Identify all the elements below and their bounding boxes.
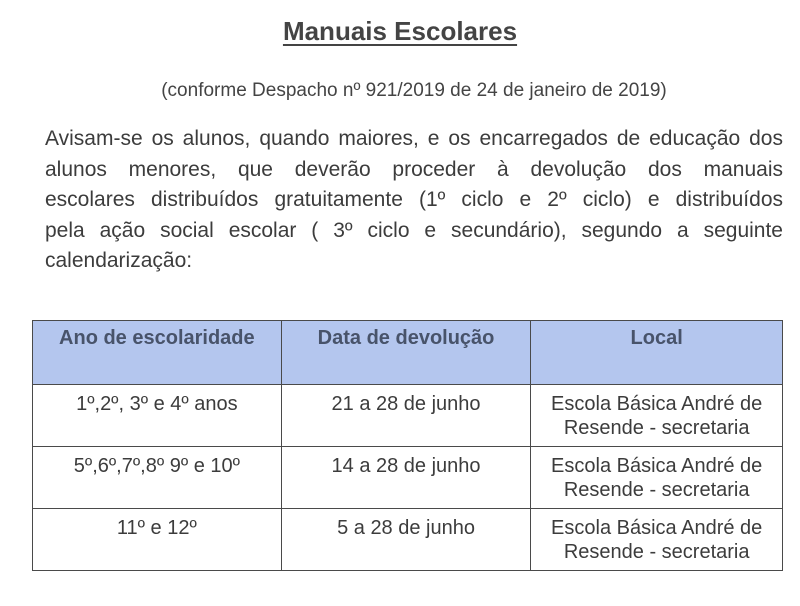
header-ano-de-escolaridade: Ano de escolaridade <box>33 321 282 385</box>
cell-local-line2: Resende - secretaria <box>563 417 750 439</box>
notice-paragraph <box>45 124 783 277</box>
paragraph-line: pela ação social escolar ( 3º ciclo e secundário), segundo a seguinte <box>45 218 783 242</box>
table-row <box>33 509 783 571</box>
document-title-text: Manuais Escolares <box>282 16 518 46</box>
table-row <box>33 447 783 509</box>
cell-local-line2: Resende - secretaria <box>563 479 750 501</box>
cell-local <box>531 509 783 571</box>
paragraph-line: escolares distribuídos gratuitamente (1º ciclo e 2º ciclo) e distribuídos <box>45 188 783 211</box>
return-schedule-table <box>32 320 783 571</box>
paragraph-line: Avisam-se os alunos, quando maiores, e os encarregados de educação dos <box>45 127 783 150</box>
cell-ano: 11º e 12º <box>33 509 282 571</box>
cell-data: 5 a 28 de junho <box>281 509 531 571</box>
cell-local-line1: Escola Básica André de <box>551 393 763 415</box>
cell-ano: 5º,6º,7º,8º 9º e 10º <box>33 447 282 509</box>
cell-ano: 1º,2º, 3º e 4º anos <box>33 385 282 447</box>
paragraph-line: alunos menores, que deverão proceder à devolução dos manuais <box>45 157 783 181</box>
header-local: Local <box>531 321 783 385</box>
cell-local-line1: Escola Básica André de <box>551 455 763 477</box>
table-row <box>33 385 783 447</box>
cell-local <box>531 447 783 509</box>
table-header-row <box>33 321 783 385</box>
header-data-de-devolucao: Data de devolução <box>281 321 531 385</box>
cell-local-line1: Escola Básica André de <box>551 517 763 539</box>
cell-local <box>531 385 783 447</box>
cell-local-line2: Resende - secretaria <box>563 541 750 563</box>
document-subtitle: (conforme Despacho nº 921/2019 de 24 de janeiro de 2019) <box>161 80 667 101</box>
cell-data: 21 a 28 de junho <box>281 385 531 447</box>
cell-data: 14 a 28 de junho <box>281 447 531 509</box>
paragraph-line: calendarização: <box>45 249 193 272</box>
document-title <box>0 16 800 47</box>
